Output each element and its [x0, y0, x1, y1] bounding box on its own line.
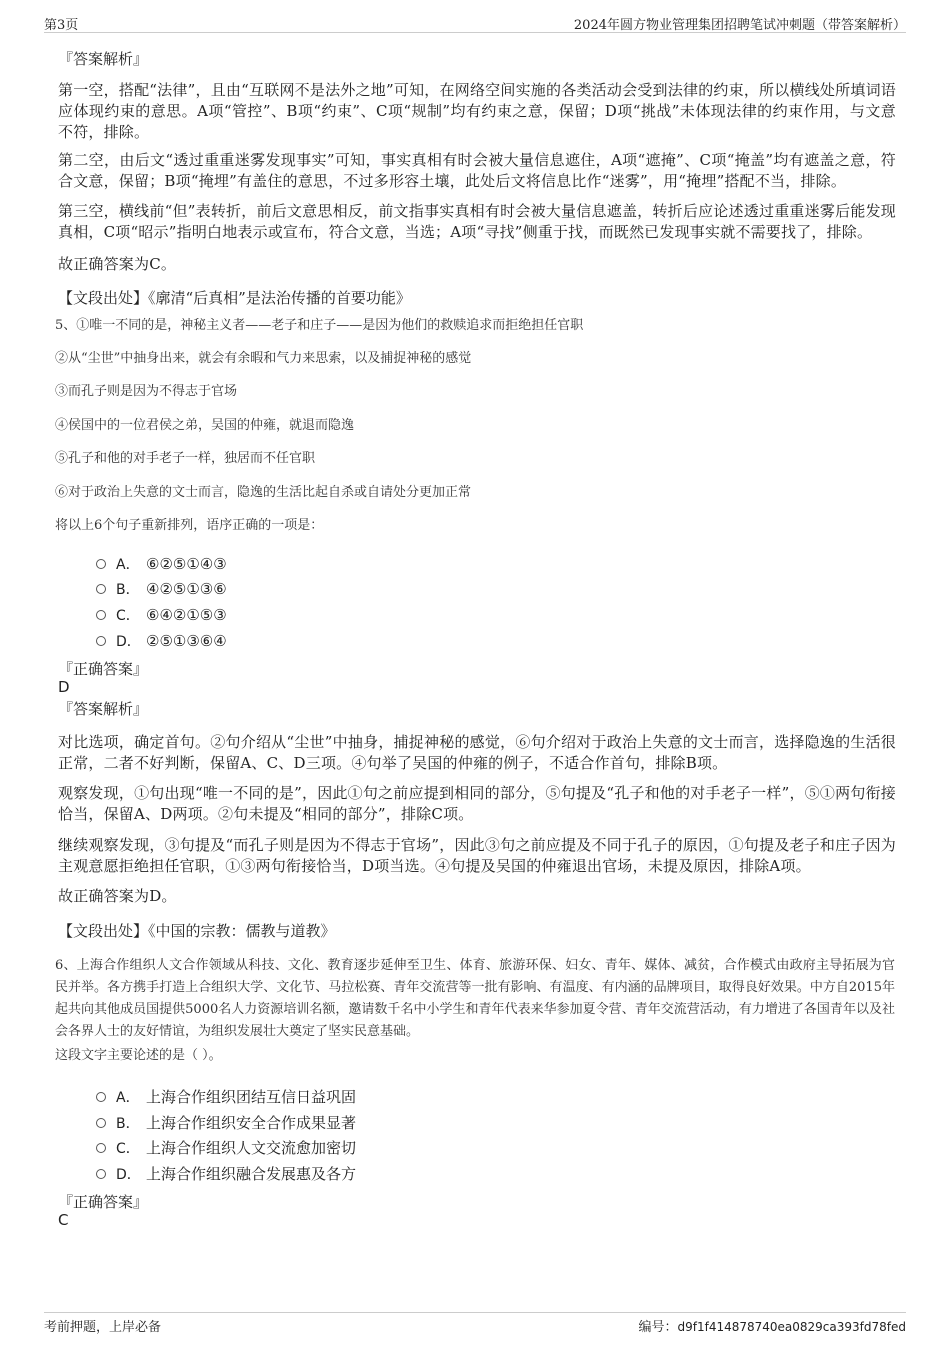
question-5-option-c[interactable]: C． ⑥④②①⑤③: [96, 605, 227, 625]
radio-button-icon[interactable]: [96, 1092, 106, 1102]
question-5-option-d[interactable]: D． ②⑤①③⑥④: [96, 631, 227, 651]
question-6-stem: 6、上海合作组织人文合作领域从科技、文化、教育逐步延伸至卫生、体育、旅游环保、妇女、青年、媒体、减贫，合作模式由政府主导拓展为官民并举。各方携手打造上合组织大学、文化节、马拉松赛、青年交流营等一批有影响、有温度、有内涵的品牌项目，取得良好效果。中方自2015年起共向其他成员国提供5000名人力资源培训名额，邀请数千名中小学生和青年代表来华参加夏令营、青年交流营活动，有力增进了各国青年以及社会各界人士的友好情谊，为组织发展壮大奠定了坚实民意基础。: [55, 958, 895, 1039]
correct-answer-label: 『正确答案』: [58, 660, 149, 678]
document-id-label: 编号：: [638, 1320, 678, 1335]
question-6-option-a[interactable]: A． 上海合作组织团结互信日益巩固: [96, 1086, 356, 1106]
passage-source: 【文段出处】《廓清“后真相”是法治传播的首要功能》: [58, 289, 411, 307]
question-5-prompt: 将以上6个句子重新排列，语序正确的一项是：: [55, 518, 324, 533]
radio-button-icon[interactable]: [96, 1169, 106, 1179]
analysis-paragraph: 第三空，横线前“但”表转折，前后文意思相反，前文指事实真相有时会被大量信息遮盖，转折后应论述透过重重迷雾后能发现真相，C项“昭示”指明白地表示或宣布，符合文意，当选；A项“寻找”侧重于找，而既然已发现事实就不需要找了，排除。: [58, 202, 896, 241]
document-id: [638, 1316, 906, 1335]
analysis-label: 『答案解析』: [58, 700, 149, 718]
page-footer: [44, 1312, 906, 1337]
question-5-sentence: ⑥对于政治上失意的文士而言，隐逸的生活比起自杀或自请处分更加正常: [55, 485, 472, 500]
radio-button-icon[interactable]: [96, 636, 106, 646]
analysis-paragraph: 观察发现，①句出现“唯一不同的是”，因此①句之前应提到相同的部分，⑤句提及“孔子和他的对手老子一样”，⑤①两句衔接恰当，保留A、D两项。②句未提及“相同的部分”，排除C项。: [58, 784, 896, 823]
question-5-sentence: ③而孔子则是因为不得志于官场: [55, 384, 238, 399]
analysis-label: 『答案解析』: [58, 50, 149, 68]
document-id-value: d9f1f414878740ea0829ca393fd78fed: [677, 1320, 906, 1334]
analysis-paragraph: 继续观察发现，③句提及“而孔子则是因为不得志于官场”，因此③句之前应提及不同于孔子的原因，①句提及老子和庄子因为主观意愿拒绝担任官职，①③两句衔接恰当，D项当选。④句提及吴国的仲雍退出官场，未提及原因，排除A项。: [58, 836, 896, 875]
question-6-option-c[interactable]: C． 上海合作组织人文交流愈加密切: [96, 1137, 356, 1157]
question-6-option-d[interactable]: D． 上海合作组织融合发展惠及各方: [96, 1163, 356, 1183]
footer-slogan: 考前押题，上岸必备: [44, 1320, 162, 1335]
radio-button-icon[interactable]: [96, 1143, 106, 1153]
radio-button-icon[interactable]: [96, 1118, 106, 1128]
question-5-sentence: 5、①唯一不同的是，神秘主义者——老子和庄子——是因为他们的救赎追求而拒绝担任官职: [55, 318, 584, 333]
analysis-paragraph: 第二空，由后文“透过重重迷雾发现事实”可知，事实真相有时会被大量信息遮住，A项“遮掩”、C项“掩盖”均有遮盖之意，符合文意，保留；B项“掩埋”有盖住的意思，不过多形容土壤，此处后文将信息比作“迷雾”，用“掩埋”搭配不当，排除。: [58, 151, 896, 190]
question-5-sentence: ②从“尘世”中抽身出来，就会有余暇和气力来思索，以及捕捉神秘的感觉: [55, 351, 472, 366]
question-5-sentence: ④侯国中的一位君侯之弟，吴国的仲雍，就退而隐逸: [55, 418, 355, 433]
passage-source: 【文段出处】《中国的宗教：儒教与道教》: [58, 922, 336, 940]
question-6-option-b[interactable]: B． 上海合作组织安全合作成果显著: [96, 1112, 356, 1132]
question-6-prompt: 这段文字主要论述的是（ ）。: [55, 1048, 222, 1063]
radio-button-icon[interactable]: [96, 610, 106, 620]
question-5-option-b[interactable]: B． ④②⑤①③⑥: [96, 579, 227, 599]
correct-answer-label: 『正确答案』: [58, 1193, 149, 1211]
analysis-paragraph: 第一空，搭配“法律”，且由“互联网不是法外之地”可知，在网络空间实施的各类活动会受到法律的约束，所以横线处所填词语应体现约束的意思。A项“管控”、B项“约束”、C项“规制”均有约束之意，保留；D项“挑战”未体现法律的约束作用，与文意不符，排除。: [58, 81, 896, 141]
analysis-conclusion: 故正确答案为C。: [58, 255, 177, 273]
question-5-option-a[interactable]: A． ⑥②⑤①④③: [96, 554, 227, 574]
radio-button-icon[interactable]: [96, 584, 106, 594]
page-number: 第3页: [44, 18, 79, 33]
correct-answer-value: C: [58, 1211, 69, 1229]
question-5-sentence: ⑤孔子和他的对手老子一样，独居而不任官职: [55, 451, 316, 466]
analysis-conclusion: 故正确答案为D。: [58, 887, 177, 905]
document-title: 2024年圆方物业管理集团招聘笔试冲刺题（带答案解析）: [573, 18, 906, 33]
analysis-paragraph: 对比选项，确定首句。②句介绍从“尘世”中抽身，捕捉神秘的感觉，⑥句介绍对于政治上失意的文士而言，选择隐逸的生活很正常，二者不好判断，保留A、C、D三项。④句举了吴国的仲雍的例子，不适合作首句，排除B项。: [58, 733, 896, 772]
radio-button-icon[interactable]: [96, 559, 106, 569]
correct-answer-value: D: [58, 678, 70, 696]
